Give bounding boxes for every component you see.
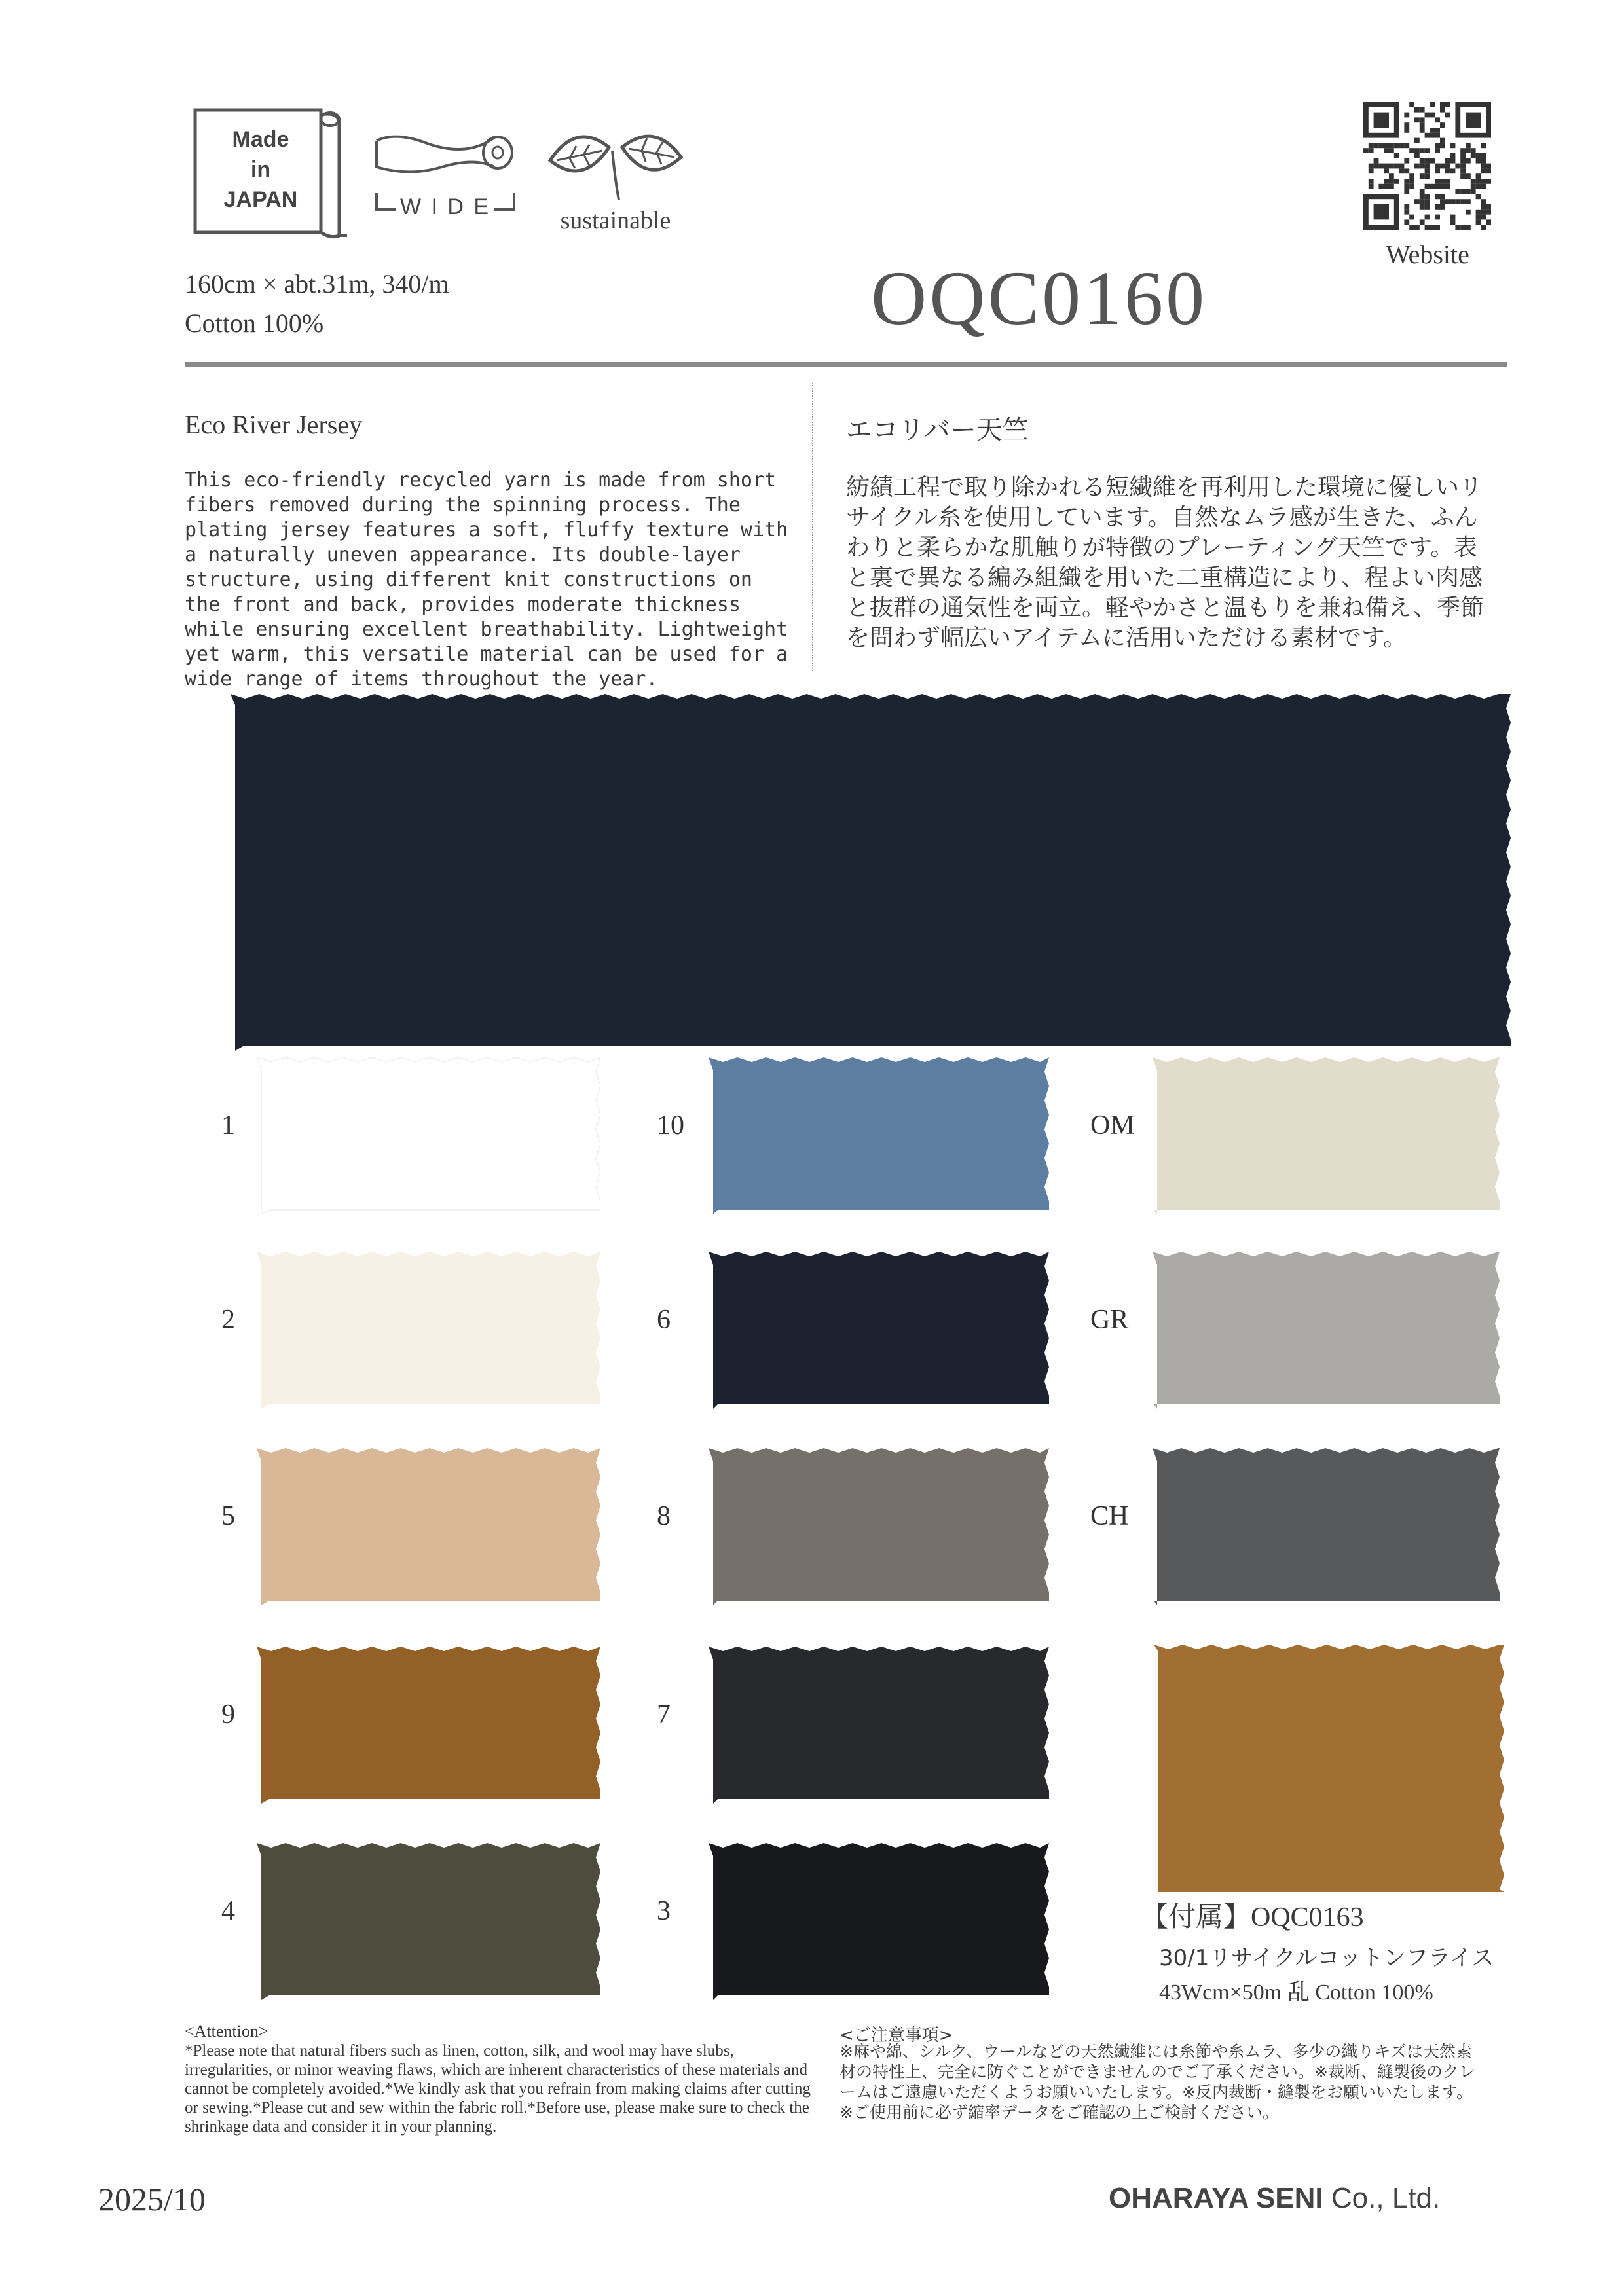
color-code-1: 1 — [221, 1110, 235, 1140]
company-name — [1109, 2182, 1440, 2215]
color-code-3: 3 — [657, 1896, 671, 1926]
accessory-swatch — [1154, 1645, 1504, 1897]
header-divider — [185, 362, 1507, 367]
company-main: OHARAYA SENI — [1109, 2182, 1323, 2214]
swatch-3 — [709, 1843, 1049, 2000]
swatch-1 — [257, 1057, 600, 1214]
spec-composition: Cotton 100% — [185, 308, 324, 338]
wide-fabric-icon — [370, 121, 521, 232]
attention-body-en: *Please note that natural fibers such as linen, cotton, silk, and wool may have slubs, irregularities, or minor weaving flaws, which are inherent characteristics of these materials and cannot be completely avoided.*We kindly ask that you refrain from making claims after cutting or sewing.*Please cut and sew within the fabric roll.*Before use, please make sure to check the shrinkage data and consider it in your planning. — [185, 2042, 811, 2136]
color-code-4: 4 — [221, 1896, 235, 1926]
made-label: Made — [232, 127, 289, 152]
qr-code-icon[interactable] — [1363, 102, 1491, 230]
color-code-7: 7 — [657, 1700, 671, 1730]
swatch-5 — [257, 1448, 600, 1605]
swatch-4 — [257, 1843, 600, 2000]
swatch-CH — [1153, 1448, 1500, 1605]
description-ja: 紡績工程で取り除かれる短繊維を再利用した環境に優しいリサイクル糸を使用しています。自然なムラ感が生きた、ふんわりと柔らかな肌触りが特徴のプレーティング天竺です。表と裏で異なる編み組織を用いた二重構造により、程よい肉感と抜群の通気性を両立。軽やかさと温もりを兼ね備え、季節を問わず幅広いアイテムに活用いただける素材です。 — [846, 474, 1485, 651]
spec-width-length-weight: 160cm × abt.31m, 340/m — [185, 269, 449, 299]
made-in-japan-icon — [190, 105, 354, 242]
swatch-OM — [1153, 1057, 1500, 1214]
swatch-GR — [1153, 1252, 1500, 1409]
company-suffix: Co., Ltd. — [1323, 2182, 1441, 2214]
issue-date: 2025/10 — [98, 2181, 206, 2217]
color-code-CH: CH — [1090, 1501, 1129, 1531]
wide-label: W I D E — [399, 194, 491, 219]
color-code-OM: OM — [1090, 1110, 1135, 1140]
swatch-10 — [709, 1057, 1049, 1214]
color-code-GR: GR — [1090, 1305, 1129, 1335]
accessory-name: 30/1リサイクルコットンフライス — [1159, 1945, 1494, 1971]
attention-body-ja: ※麻や綿、シルク、ウールなどの天然繊維には糸節や糸ムラ、多少の織りキズは天然素材の特性上、完全に防ぐことができませんのでご了承ください。※裁断、縫製後のクレームはご遠慮いただくようお願いいたします。※反内裁断・縫製をお願いいたします。※ご使用前に必ず縮率データをご確認の上ご検討ください。 — [840, 2042, 1475, 2122]
description-en: This eco-friendly recycled yarn is made from short fibers removed during the spinning process. The plating jersey features a soft, fluffy texture with a naturally uneven appearance. Its double-layer structure, using different knit constructions on the front and back, provides moderate thickness while ensuring excellent breathability. Lightweight yet warm, this versatile material can be used for a wide range of items throughout the year. — [185, 469, 788, 691]
swatch-6 — [709, 1252, 1049, 1409]
attention-title-en: <Attention> — [185, 2022, 268, 2041]
fabric-name-ja: エコリバー天竺 — [846, 415, 1029, 445]
fabric-name-en: Eco River Jersey — [185, 410, 363, 439]
color-code-8: 8 — [657, 1501, 671, 1531]
swatch-2 — [257, 1252, 600, 1409]
color-code-10: 10 — [657, 1110, 684, 1140]
color-code-9: 9 — [221, 1700, 235, 1730]
accessory-spec: 43Wcm×50m 乱 Cotton 100% — [1159, 1980, 1433, 2005]
website-label: Website — [1386, 240, 1469, 269]
column-divider — [812, 383, 813, 671]
swatch-7 — [709, 1647, 1049, 1804]
sustainable-leaf-icon — [537, 121, 694, 242]
swatch-9 — [257, 1647, 600, 1804]
in-label: in — [250, 157, 271, 182]
sustainable-label: sustainable — [560, 207, 671, 234]
main-swatch — [231, 694, 1511, 1051]
attention-title-ja: <ご注意事項> — [840, 2026, 953, 2045]
color-code-5: 5 — [221, 1501, 235, 1531]
color-code-2: 2 — [221, 1305, 235, 1335]
product-code: OQC0160 — [871, 255, 1208, 341]
japan-label: JAPAN — [223, 187, 298, 212]
swatch-8 — [709, 1448, 1049, 1605]
accessory-title: 【付属】OQC0163 — [1141, 1903, 1364, 1933]
color-code-6: 6 — [657, 1305, 671, 1335]
